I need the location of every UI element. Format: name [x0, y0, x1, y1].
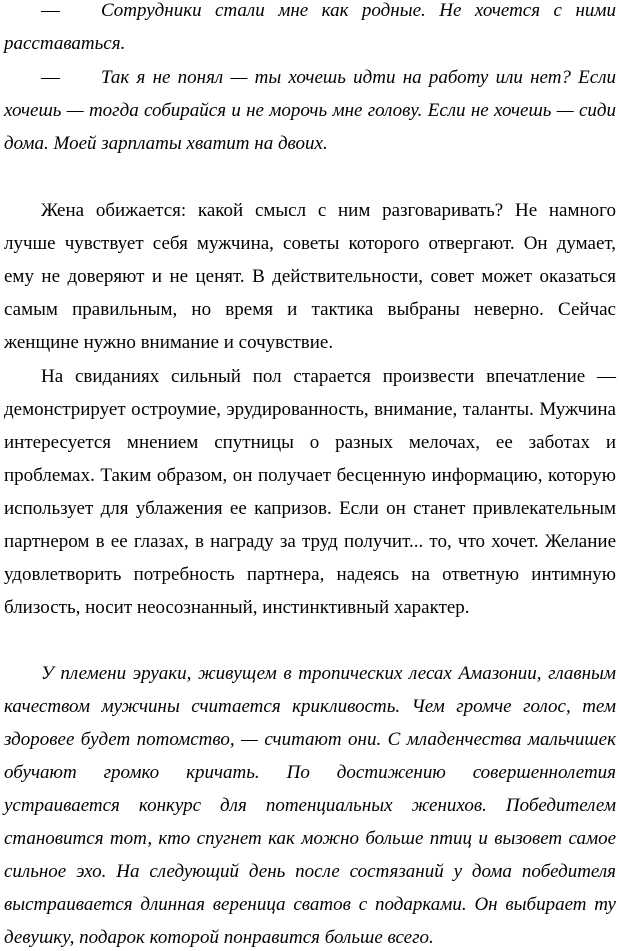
- paragraph-line: выстраивается длинная вереница сватов с подарками. Он выбирает ту: [4, 894, 616, 915]
- paragraph-line: обучают громко кричать. По достижению совершеннолетия: [4, 762, 616, 783]
- dialogue-line: хочешь — тогда собирайся и не морочь мне голову. Если не хочешь — сиди: [4, 100, 616, 121]
- paragraph-line: близость, носит неосознанный, инстинктивный характер.: [4, 597, 470, 618]
- paragraph-line: интересуется мнением спутницы о разных мелочах, ее заботах и: [4, 432, 616, 453]
- paragraph-line: лучше чувствует себя мужчина, советы которого отвергают. Он думает,: [4, 233, 616, 254]
- paragraph-line: женщине нужно внимание и сочувствие.: [4, 332, 334, 353]
- dialogue-dash: —: [41, 67, 60, 88]
- paragraph-line: сильное эхо. На следующий день после состязаний у дома победителя: [4, 861, 616, 882]
- dialogue-line: Так я не понял — ты хочешь идти на работу или нет? Если: [101, 67, 616, 88]
- paragraph-line: становится тот, кто спугнет как можно больше птиц и вызовет самое: [4, 828, 616, 849]
- paragraph-line: партнером в ее глазах, в награду за труд получит... то, что хочет. Желание: [4, 531, 616, 552]
- dialogue-line: дома. Моей зарплаты хватит на двоих.: [4, 133, 328, 154]
- paragraph-line: проблемах. Таким образом, он получает бесценную информацию, которую: [4, 465, 616, 486]
- paragraph-line: У племени эруаки, живущем в тропических лесах Амазонии, главным: [41, 663, 616, 684]
- paragraph-line: использует для ублажения ее капризов. Если он станет привлекательным: [4, 498, 616, 519]
- paragraph-line: На свиданиях сильный пол старается произвести впечатление —: [41, 366, 616, 387]
- dialogue-line: Сотрудники стали мне как родные. Не хочется с ними: [101, 0, 616, 21]
- paragraph-line: ему не доверяют и не ценят. В действительности, совет может оказаться: [4, 266, 616, 287]
- paragraph-line: качеством мужчины считается крикливость. Чем громче голос, тем: [4, 696, 616, 717]
- dialogue-line: расставаться.: [4, 33, 126, 54]
- dialogue-dash: —: [41, 0, 60, 21]
- paragraph-line: устраивается конкурс для потенциальных женихов. Победителем: [4, 795, 616, 816]
- paragraph-line: здоровее будет потомство, — считают они. С младенчества мальчишек: [4, 729, 616, 750]
- paragraph-line: удовлетворить потребность партнера, надеясь на ответную интимную: [4, 564, 616, 585]
- paragraph-line: самым правильным, но время и тактика выбраны неверно. Сейчас: [4, 299, 616, 320]
- paragraph-line: Жена обижается: какой смысл с ним разговаривать? Не намного: [41, 200, 616, 221]
- paragraph-line: девушку, подарок которой понравится больше всего.: [4, 927, 434, 948]
- paragraph-line: демонстрирует остроумие, эрудированность, внимание, таланты. Мужчина: [4, 399, 616, 420]
